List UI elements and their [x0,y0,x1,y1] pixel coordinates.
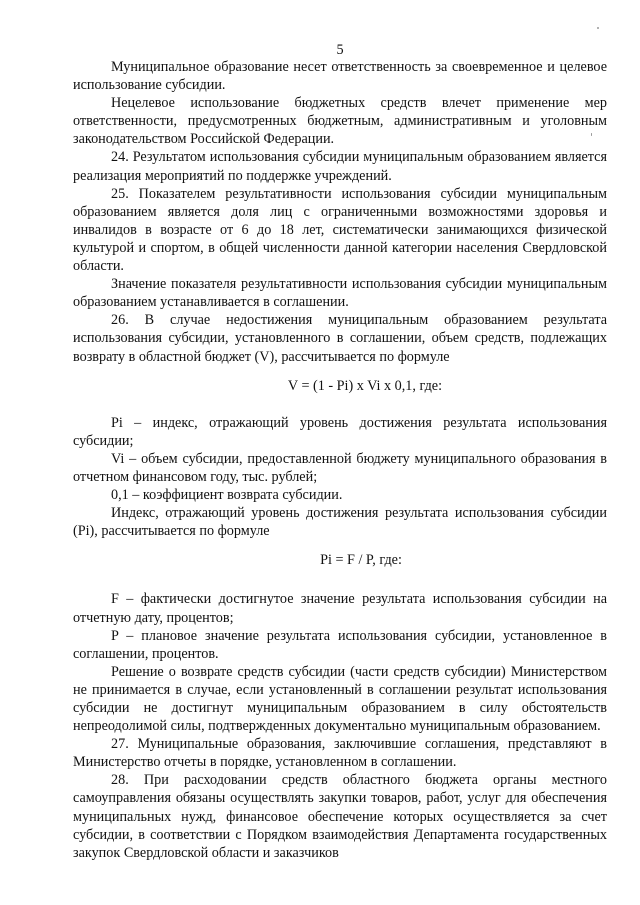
paragraph-item-28: 28. При расходовании средств областного бюджета органы местного самоуправления обязаны осуществлять закупки товаров, работ, услуг для обеспечения муниципальных нужд, финансовое обеспечение которых осуществляется за счет субсидии, в соответствии с Порядком взаимодействия Департамента государственных закупок Свердловской области и заказчиков [73,772,607,861]
paragraph: Нецелевое использование бюджетных средств влечет применение мер ответственности, предусмотренных бюджетным, административным и уголовным законодательством Российской Федерации. [73,95,607,148]
paragraph-item-27: 27. Муниципальные образования, заключившие соглашения, представляют в Министерство отчеты в порядке, установленном в соглашении. [73,736,607,771]
paragraph-item-25: 25. Показателем результативности использования субсидии муниципальным образованием является доля лиц с ограниченными возможностями здоровья и инвалидов в возрасте от 6 до 18 лет, систематически занимающихся физической культурой и спортом, в общей численности данной категории населения Свердловской области. [73,185,607,275]
paragraph-item-26: 26. В случае недостижения муниципальным образованием результата использования субсидии, установленного в соглашении, объем средств, подлежащих возврату в областной бюджет (V), рассчитывается по формуле [73,312,607,365]
definition-p: P – плановое значение результата использования субсидии, установленное в соглашении, процентов. [73,627,607,662]
definition-vi: Vi – объем субсидии, предоставленной бюджету муниципального образования в отчетном финансовом году, тыс. рублей; [73,450,607,485]
paragraph-item-24: 24. Результатом использования субсидии муниципальным образованием является реализация мероприятий по поддержке учреждений. [73,149,607,184]
formula-index: Pi = F / P, где: [320,552,402,569]
definition-f: F – фактически достигнутое значение результата использования субсидии на отчетную дату, процентов; [73,591,607,626]
paragraph: Решение о возврате средств субсидии (части средств субсидии) Министерством не принимается в случае, если установленный в соглашении результат использования субсидии не достигнут муниципальным образованием в силу обстоятельств непреодолимой силы, подтвержденных документально муниципальным образованием. [73,663,607,735]
scan-speck [597,27,599,29]
definition-coefficient: 0,1 – коэффициент возврата субсидии. [111,487,343,504]
formula-volume: V = (1 - Pi) x Vi x 0,1, где: [287,377,443,394]
definition-pi: Pi – индекс, отражающий уровень достижения результата использования субсидии; [73,414,607,449]
paragraph: Муниципальное образование несет ответственность за своевременное и целевое использование субсидии. [73,59,607,94]
paragraph: Значение показателя результативности использования субсидии муниципальным образованием устанавливается в соглашении. [73,276,607,311]
paragraph: Индекс, отражающий уровень достижения результата использования субсидии (Pi), рассчитывается по формуле [73,505,607,540]
page-number: 5 [336,42,344,58]
document-body [73,58,607,862]
